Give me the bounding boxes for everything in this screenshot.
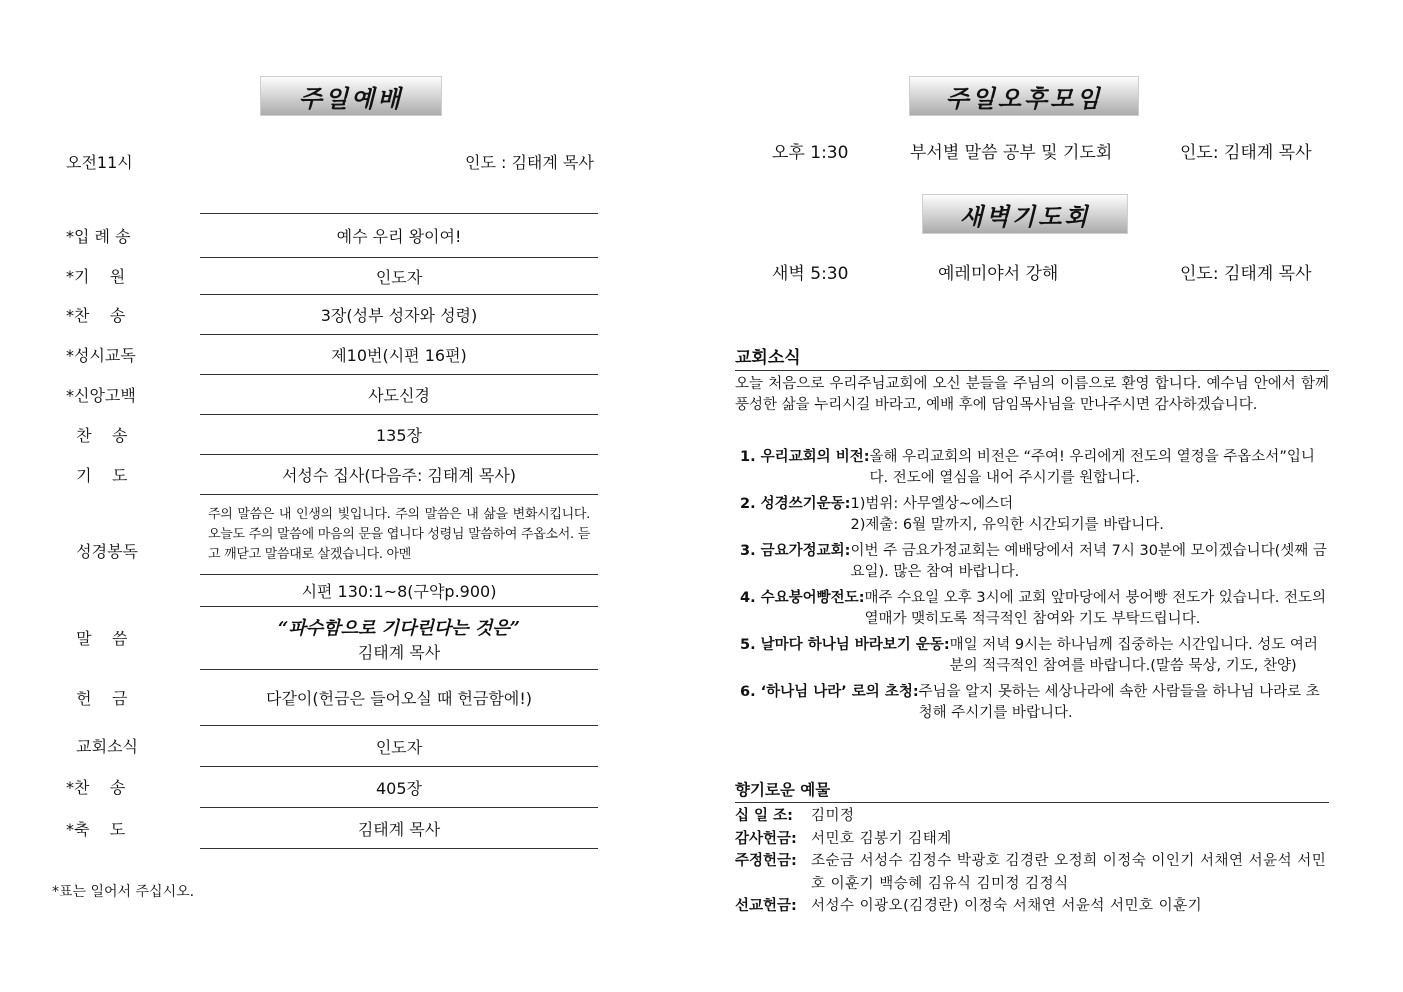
order-label: *기 원 (66, 267, 126, 286)
banner-text: 주일오후모임 (945, 83, 1103, 113)
order-of-service (60, 213, 600, 849)
order-row (60, 454, 600, 494)
offering-names: 서성수 이광오(김경란) 이정숙 서채연 서윤석 서민호 이훈기 (811, 898, 1203, 914)
order-row (60, 294, 600, 334)
offering-row (735, 805, 1329, 828)
scripture-reference: 시편 130:1~8(구약p.900) (301, 582, 497, 601)
news-item-heading: 4. 수요붕어빵전도: (740, 590, 865, 606)
order-label: 성경봉독 (66, 541, 138, 561)
news-item-text: 1)범위: 사무엘상~에스더 2)제출: 6월 말까지, 유익한 시간되기를 바랍니다. (850, 496, 1164, 533)
order-row (60, 374, 600, 414)
news-item (740, 682, 1330, 724)
offering-names: 김미정 (811, 808, 855, 824)
dawn-prayer-banner (922, 194, 1128, 234)
news-item (740, 541, 1330, 583)
order-value: 제10번(시편 16편) (331, 346, 467, 365)
order-value-cell (200, 294, 598, 334)
welcome-text: 오늘 처음으로 우리주님교회에 오신 분들을 주님의 이름으로 환영 합니다. 예수님 안에서 함께 풍성한 삶을 누리시길 바라고, 예배 후에 담임목사님을 만나주시면 감사하겠습니다. (735, 376, 1329, 413)
order-row (60, 414, 600, 454)
order-value: 김태계 목사 (357, 819, 441, 839)
news-item (740, 494, 1330, 536)
order-value-cell (200, 374, 598, 414)
offering-title: 향기로운 예물 (735, 778, 1329, 803)
order-value-cell (200, 766, 598, 807)
news-item (740, 588, 1330, 630)
news-item-text: 올해 우리교회의 비전은 “주여! 우리에게 전도의 열정을 주옵소서”입니다. 전도에 열심을 내어 주시기를 원합니다. (869, 449, 1315, 486)
scripture-prayer: 주의 말씀은 내 인생의 빛입니다. 주의 말씀은 내 삶을 변화시킵니다. 오늘도 주의 말씀에 마음의 문을 엽니다 성령님 말씀하여 주옵소서. 듣고 깨닫고 말씀대로 살겠습니다. 아멘 (208, 506, 590, 562)
worship-time: 오전11시 (66, 153, 133, 172)
banner-text: 주일예배 (298, 83, 404, 113)
order-value-cell (200, 669, 598, 725)
news-item-heading: 1. 우리교회의 비전: (740, 449, 870, 465)
worship-leader: 인도 : 김태계 목사 (465, 153, 594, 172)
order-value-cell (200, 414, 598, 454)
banner-text: 새벽기도회 (959, 201, 1091, 231)
order-row (60, 334, 600, 374)
news-item-heading: 3. 금요가정교회: (740, 543, 851, 559)
order-label: *입 례 송 (66, 226, 131, 246)
sunday-worship-banner (260, 76, 442, 116)
offering-label: 감사헌금: (735, 830, 797, 847)
church-news-title: 교회소식 (735, 343, 1329, 371)
offering-names: 서민호 김봉기 김태계 (811, 830, 952, 847)
order-value-cell (200, 257, 598, 294)
order-value-cell (200, 213, 598, 257)
order-value-cell (200, 725, 598, 766)
order-value: 다같이(헌금은 들어오실 때 헌금함에!) (266, 689, 532, 708)
order-label: *신앙고백 (66, 385, 136, 405)
offering-label: 선교헌금: (735, 898, 797, 914)
afternoon-meeting-banner (909, 76, 1139, 116)
order-value: 예수 우리 왕이여! (336, 227, 462, 246)
order-value: 인도자 (375, 267, 423, 287)
news-item-text: 이번 주 금요가정교회는 예배당에서 저녁 7시 30분에 모이겠습니다(셋째 금요일). 많은 참여 바랍니다. (850, 543, 1327, 580)
order-value: 135장 (376, 426, 422, 445)
order-value: 405장 (376, 778, 422, 798)
offering-label: 십 일 조: (735, 808, 793, 824)
order-row (60, 766, 600, 807)
order-label: *찬 송 (66, 305, 126, 325)
order-value-cell (200, 334, 598, 374)
dawn-leader: 인도: 김태계 목사 (1180, 264, 1312, 284)
prayer-cell (200, 494, 598, 574)
standing-note: *표는 일어서 주십시오. (52, 884, 195, 900)
order-label: 말 씀 (66, 629, 128, 648)
afternoon-time: 오후 1:30 (772, 143, 849, 163)
offering-row (735, 895, 1329, 918)
news-item-heading: 2. 성경쓰기운동: (740, 496, 851, 512)
offering-row (735, 850, 1329, 895)
order-label: *축 도 (66, 819, 126, 839)
sermon-preacher: 김태계 목사 (357, 642, 441, 662)
scripture-cell (200, 494, 598, 606)
news-item (740, 447, 1330, 489)
order-value-cell (200, 807, 598, 849)
offering-names: 조순금 서성수 김정수 박광호 김경란 오정희 이정숙 이인기 서채연 서윤석 서민호 이훈기 백승혜 김유식 김미정 김정식 (811, 853, 1327, 892)
news-item-heading: 5. 날마다 하나님 바라보기 운동: (740, 637, 950, 653)
order-value: 서성수 집사(다음주: 김태계 목사) (281, 466, 517, 485)
order-row (60, 606, 600, 669)
dawn-desc: 예레미야서 강해 (938, 264, 1059, 284)
order-row (60, 257, 600, 294)
order-row (60, 494, 600, 606)
order-label: *성시교독 (66, 345, 136, 365)
order-row (60, 669, 600, 725)
afternoon-leader: 인도: 김태계 목사 (1180, 143, 1312, 163)
news-list (740, 447, 1330, 729)
news-item (740, 635, 1330, 677)
scripture-ref-cell (200, 574, 598, 606)
order-row (60, 807, 600, 849)
order-label: 헌 금 (66, 688, 128, 708)
order-value: 인도자 (375, 737, 423, 757)
news-item-text: 주님을 알지 못하는 세상나라에 속한 사람들을 하나님 나라로 초청해 주시기를 바랍니다. (918, 684, 1320, 721)
order-label: 찬 송 (66, 425, 128, 445)
sermon-title: “파수함으로 기다린다는 것은” (278, 617, 520, 639)
news-item-heading: 6. ‘하나님 나라’ 로의 초청: (740, 684, 919, 700)
offering-label: 주정헌금: (735, 853, 797, 869)
order-label: *찬 송 (66, 778, 126, 797)
order-value: 사도신경 (368, 386, 430, 405)
order-label: 기 도 (66, 465, 128, 485)
news-item-text: 매주 수요일 오후 3시에 교회 앞마당에서 붕어빵 전도가 있습니다. 전도의 열매가 맺히도록 적극적인 참여와 기도 부탁드립니다. (864, 590, 1327, 627)
news-item-text: 매일 저녁 9시는 하나님께 집중하는 시간입니다. 성도 여러분의 적극적인 참여를 바랍니다.(말씀 묵상, 기도, 찬양) (949, 637, 1318, 674)
order-label: 교회소식 (66, 737, 138, 756)
order-row (60, 725, 600, 766)
sermon-cell (200, 606, 598, 669)
offering-list (735, 805, 1329, 918)
order-row (60, 213, 600, 257)
afternoon-desc: 부서별 말씀 공부 및 기도회 (910, 143, 1113, 163)
dawn-time: 새벽 5:30 (772, 264, 849, 284)
order-value: 3장(성부 성자와 성령) (320, 306, 478, 325)
order-value-cell (200, 454, 598, 494)
offering-row (735, 828, 1329, 851)
